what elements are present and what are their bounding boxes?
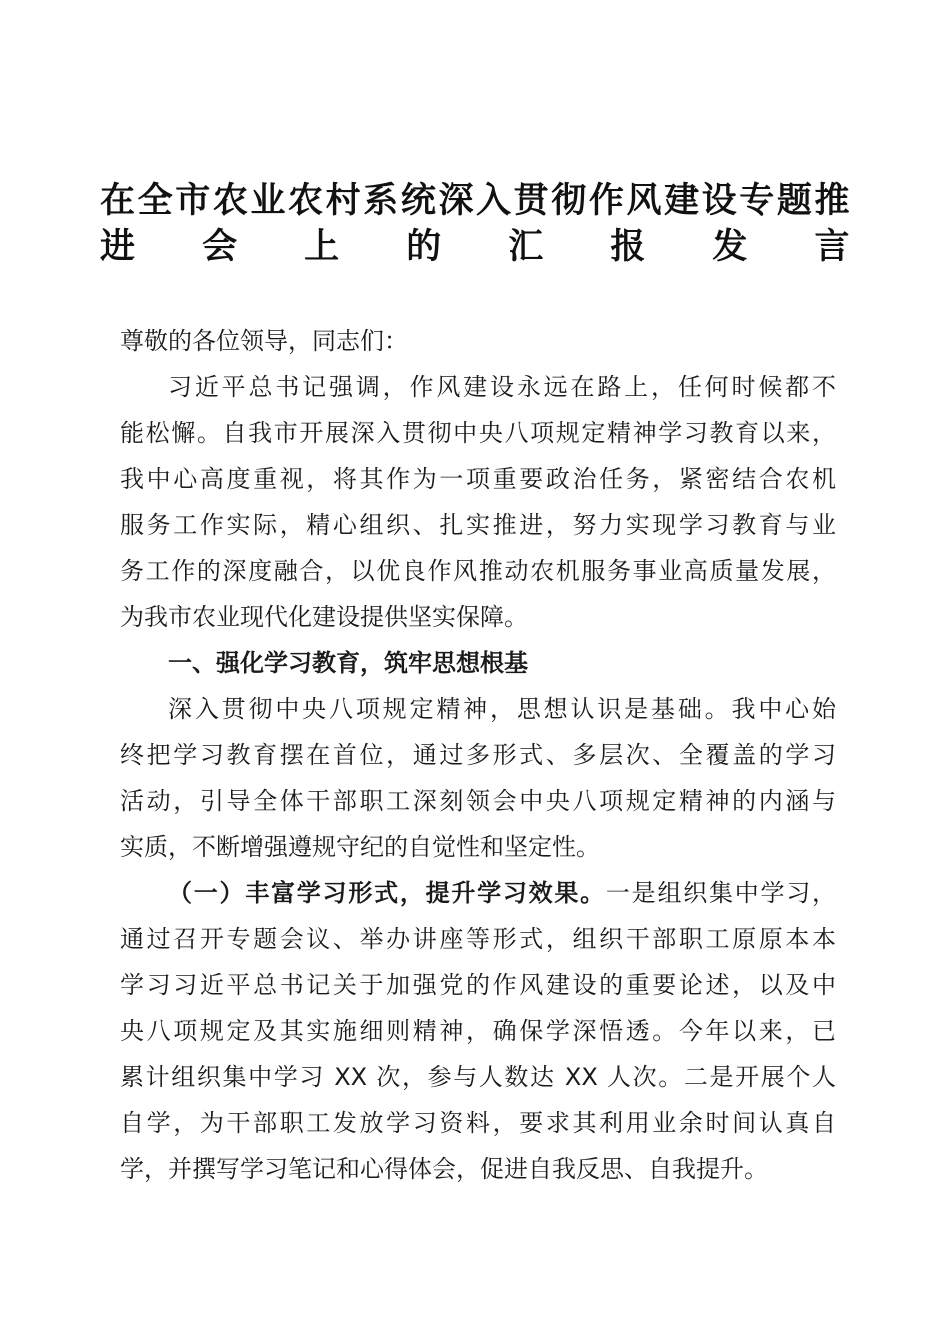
document-body bbox=[120, 318, 836, 1192]
subsection-1-line-6: 自学，为干部职工发放学习资料，要求其利用业余时间认真自 bbox=[120, 1109, 836, 1137]
section-1-heading: 一、强化学习教育，筑牢思想根基 bbox=[168, 649, 528, 677]
intro-line-5: 务工作的深度融合，以优良作风推动农机服务事业高质量发展， bbox=[120, 557, 836, 585]
subsection-1-line-5: 累计组织集中学习 XX 次，参与人数达 XX 人次。二是开展个人 bbox=[120, 1063, 836, 1091]
section-1-line-3: 活动，引导全体干部职工深刻领会中央八项规定精神的内涵与 bbox=[120, 787, 836, 815]
intro-line-2: 能松懈。自我市开展深入贯彻中央八项规定精神学习教育以来， bbox=[120, 419, 836, 447]
intro-line-1: 习近平总书记强调，作风建设永远在路上，任何时候都不 bbox=[168, 373, 836, 401]
section-1-line-2: 终把学习教育摆在首位，通过多形式、多层次、全覆盖的学习 bbox=[120, 741, 836, 769]
subsection-1-line-3: 学习习近平总书记关于加强党的作风建设的重要论述，以及中 bbox=[120, 971, 836, 999]
subsection-1-line-2: 通过召开专题会议、举办讲座等形式，组织干部职工原原本本 bbox=[120, 925, 836, 953]
subsection-1-line-4: 央八项规定及其实施细则精神，确保学深悟透。今年以来，已 bbox=[120, 1017, 836, 1045]
section-1-line-1: 深入贯彻中央八项规定精神，思想认识是基础。我中心始 bbox=[168, 695, 836, 723]
subsection-1-first-text: 一是组织集中学习， bbox=[605, 879, 837, 907]
title-line-1: 在全市农业农村系统深入贯彻作风建设专题推 bbox=[100, 180, 850, 221]
intro-paragraph bbox=[120, 364, 836, 640]
title-line-2: 进会上的汇报发言 bbox=[100, 226, 850, 267]
subsection-1-paragraph bbox=[120, 870, 836, 1192]
salutation: 尊敬的各位领导，同志们： bbox=[120, 327, 408, 355]
section-1-paragraph bbox=[120, 686, 836, 870]
subsection-1-heading: （一）丰富学习形式，提升学习效果。 bbox=[168, 879, 606, 907]
document-title bbox=[100, 178, 850, 270]
intro-line-3: 我中心高度重视，将其作为一项重要政治任务，紧密结合农机 bbox=[120, 465, 836, 493]
intro-line-4: 服务工作实际，精心组织、扎实推进，努力实现学习教育与业 bbox=[120, 511, 836, 539]
subsection-1-line-1 bbox=[120, 870, 836, 916]
intro-line-6: 为我市农业现代化建设提供坚实保障。 bbox=[120, 603, 528, 631]
section-1-line-4: 实质，不断增强遵规守纪的自觉性和坚定性。 bbox=[120, 833, 600, 861]
subsection-1-line-7: 学，并撰写学习笔记和心得体会，促进自我反思、自我提升。 bbox=[120, 1155, 768, 1183]
